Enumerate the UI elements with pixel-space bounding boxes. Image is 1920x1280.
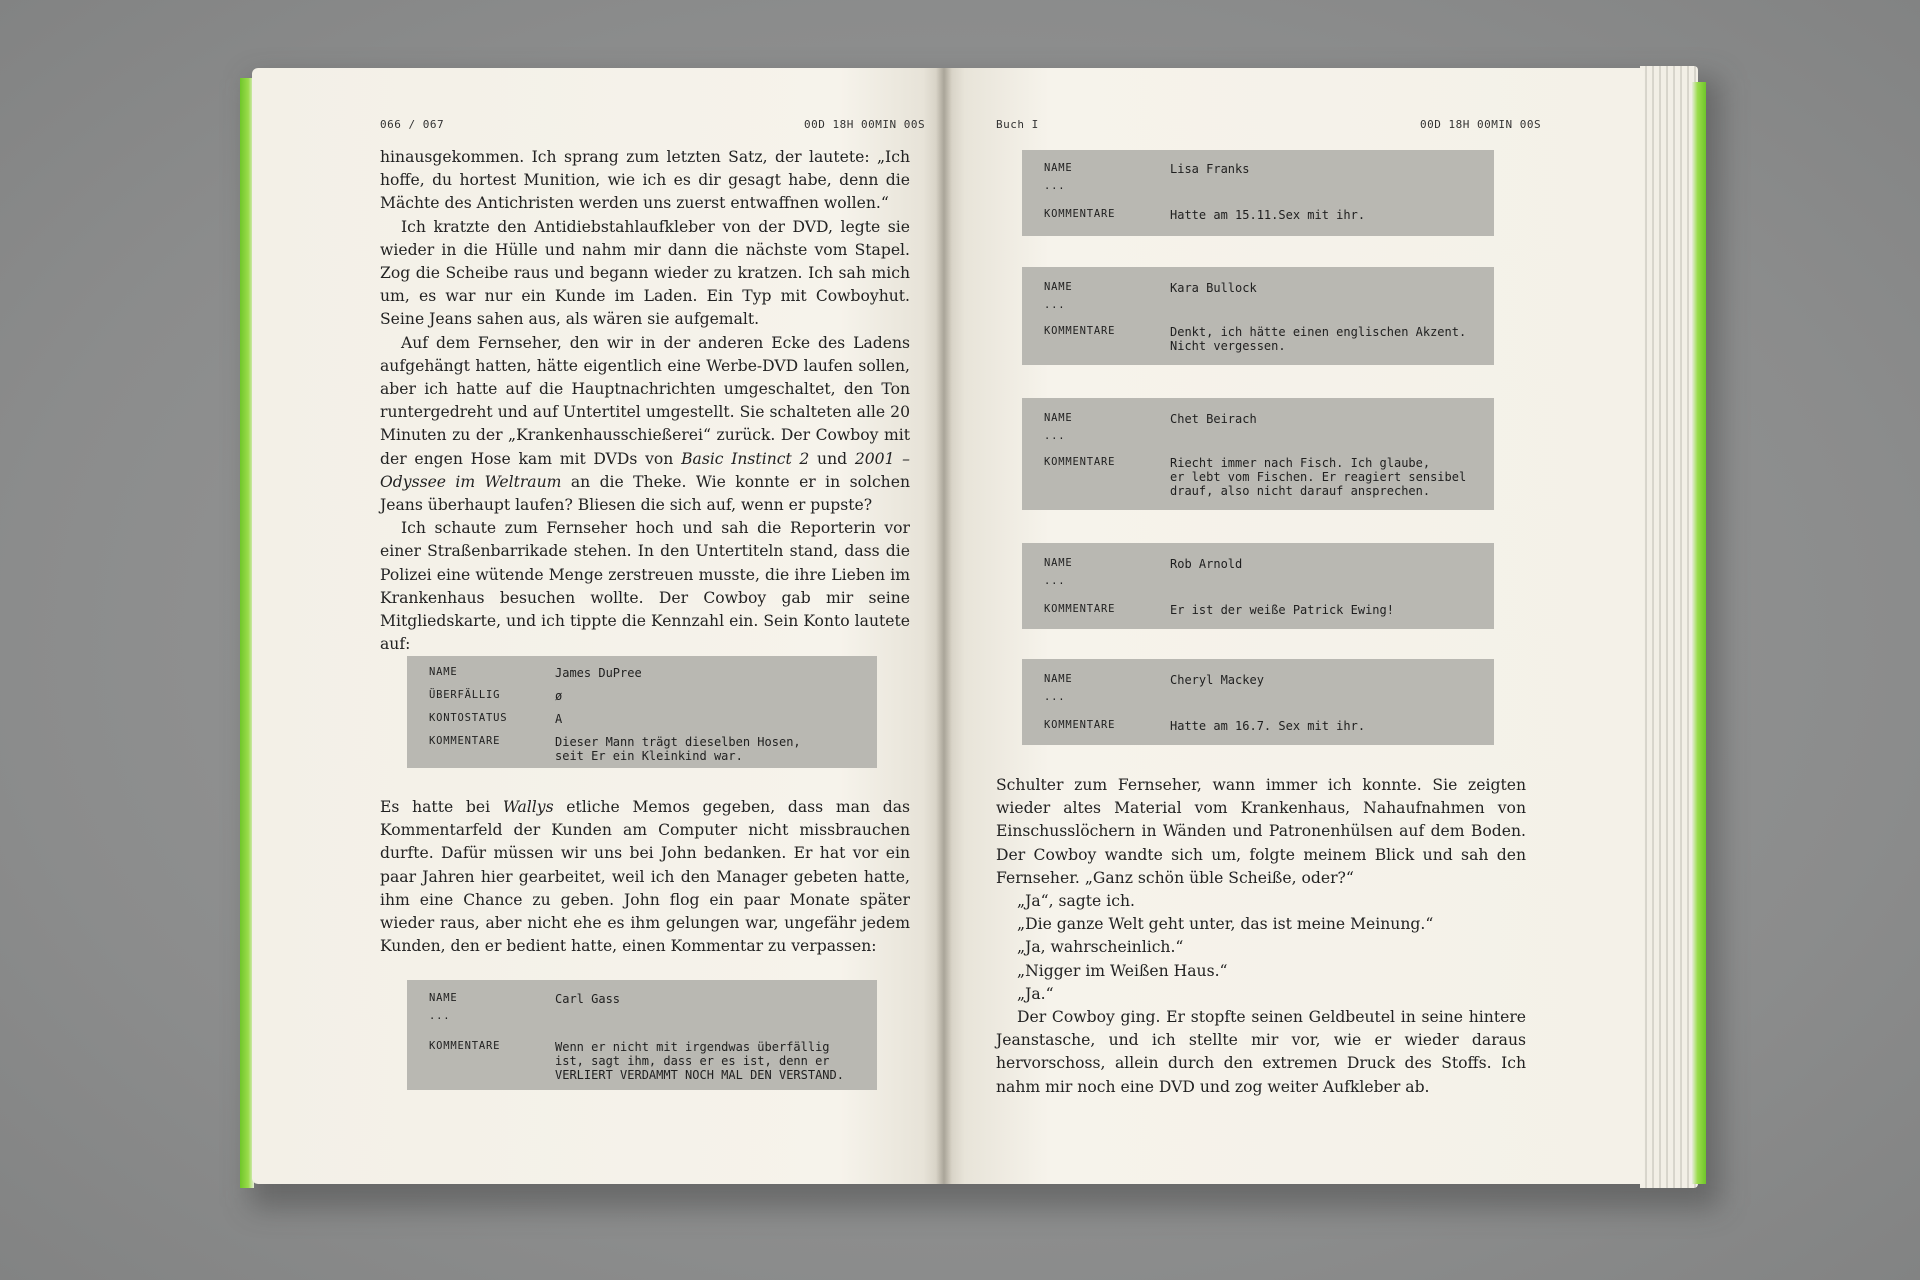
field-value: Hatte am 16.7. Sex mit ihr. bbox=[1170, 719, 1366, 733]
field-label: KOMMENTARE bbox=[1044, 603, 1116, 615]
field-label: NAME bbox=[429, 992, 458, 1004]
field-label: ÜBERFÄLLIG bbox=[429, 689, 501, 701]
dialogue-line: „Ja, wahrscheinlich.“ bbox=[1017, 938, 1184, 957]
record-cheryl-mackey bbox=[1022, 659, 1494, 745]
field-label: KOMMENTARE bbox=[429, 735, 501, 747]
field-value: James DuPree bbox=[555, 666, 642, 680]
ellipsis: ... bbox=[1044, 299, 1066, 311]
field-label: KOMMENTARE bbox=[1044, 208, 1116, 220]
field-value: Rob Arnold bbox=[1170, 557, 1243, 571]
field-value: Carl Gass bbox=[555, 992, 621, 1006]
field-value: Dieser Mann trägt dieselben Hosen, seit Er ein Kleinkind war. bbox=[555, 735, 801, 763]
record-chet-beirach bbox=[1022, 398, 1494, 510]
record-lisa-franks bbox=[1022, 150, 1494, 236]
field-label: NAME bbox=[1044, 673, 1073, 685]
field-label: KOMMENTARE bbox=[1044, 325, 1116, 337]
folio: 066 / 067 bbox=[380, 118, 445, 131]
paragraph: Ich kratzte den Antidiebstahlaufkleber von der DVD, legte sie wieder in die Hülle und nahm mir dann die nächste vom Stapel. Zog die Scheibe raus und begann wieder zu kratzen. Ich sah mich um, es war nur ein Kunde im Laden. Ein Typ mit Cowboyhut. Seine Jeans sahen aus, als wären sie aufgemalt. bbox=[380, 217, 910, 329]
record-carl-gass bbox=[407, 980, 877, 1090]
right-text bbox=[996, 774, 1526, 1099]
dialogue-line: „Nigger im Weißen Haus.“ bbox=[1017, 961, 1228, 980]
field-value: Cheryl Mackey bbox=[1170, 673, 1264, 687]
cover-edge-right bbox=[1692, 82, 1706, 1184]
field-value: Er ist der weiße Patrick Ewing! bbox=[1170, 603, 1394, 617]
ellipsis: ... bbox=[1044, 430, 1066, 442]
paragraph: Schulter zum Fernseher, wann immer ich konnte. Sie zeigten wieder altes Material vom Krankenhaus, Nahaufnahmen von Einschusslöchern in Wänden und Patronenhülsen auf dem Boden. Der Cowboy wandte sich um, folgte meinem Blick und sah den Fernseher. „Ganz schön üble Scheiße, oder?“ bbox=[996, 776, 1526, 887]
paragraph: hinausgekommen. Ich sprang zum letzten Satz, der lautete: „Ich hoffe, du hortest Munition, wie ich es dir gesagt habe, denn die Mächte des Antichristen werden uns zuerst entwaffnen wollen.“ bbox=[380, 148, 910, 213]
left-timestamp: 00D 18H 00MIN 00S bbox=[804, 118, 926, 131]
paragraph: Ich schaute zum Fernseher hoch und sah die Reporterin vor einer Straßenbarrikade stehen. In den Untertiteln stand, dass die Polizei eine wütende Menge zerstreuen musste, die ihre Lieben im Krankenhaus besuchen wollte. Der Cowboy gab mir seine Mitgliedskarte, und ich tippte die Kennzahl ein. Sein Konto lautete auf: bbox=[380, 519, 910, 654]
field-value: Denkt, ich hätte einen englischen Akzent. Nicht vergessen. bbox=[1170, 325, 1467, 353]
dialogue-line: „Die ganze Welt geht unter, das ist meine Meinung.“ bbox=[1017, 915, 1434, 934]
field-label: KOMMENTARE bbox=[1044, 456, 1116, 468]
field-value: Chet Beirach bbox=[1170, 412, 1257, 426]
left-text-top bbox=[380, 146, 910, 656]
right-timestamp: 00D 18H 00MIN 00S bbox=[1420, 118, 1542, 131]
field-label: KOMMENTARE bbox=[429, 1040, 501, 1052]
paragraph: Auf dem Fernseher, den wir in der anderen Ecke des Ladens aufgehängt hatten, hätte eigentlich eine Werbe-DVD laufen sollen, aber ich hatte auf die Hauptnachrichten umgeschaltet, den Ton runtergedreht und auf Untertitel umgestellt. Sie schalteten alle 20 Minuten zu der „Krankenhausschießerei“ zurück. Der Cowboy mit der engen Hose kam mit DVDs von Basic Instinct 2 und 2001 – Odyssee im Weltraum an die Theke. Wie konnte er in solchen Jeans überhaupt laufen? Bliesen die sich auf, wenn er pupste? bbox=[380, 333, 910, 515]
record-james-dupree bbox=[407, 656, 877, 768]
running-head: Buch I bbox=[996, 118, 1039, 131]
paragraph: Es hatte bei Wallys etliche Memos gegeben, dass man das Kommentarfeld der Kunden am Computer nicht missbrauchen durfte. Dafür müssen wir uns bei John bedanken. Er hat vor ein paar Jahren hier gearbeitet, weil ich den Manager gebeten hatte, ihm eine Chance zu geben. John flog ein paar Monate später wieder raus, aber nicht ehe es ihm gelungen war, ungefähr jedem Kunden, den er bedient hatte, einen Kommentar zu verpassen: bbox=[380, 798, 910, 956]
page-stack-edge bbox=[1640, 66, 1698, 1188]
paragraph: Der Cowboy ging. Er stopfte seinen Geldbeutel in seine hintere Jeanstasche, und ich stellte mir vor, wie er wieder daraus hervorschoss, allein durch den extremen Druck des Stoffs. Ich nahm mir noch eine DVD und zog weiter Aufkleber ab. bbox=[996, 1008, 1526, 1096]
ellipsis: ... bbox=[429, 1010, 451, 1022]
field-value: Hatte am 15.11.Sex mit ihr. bbox=[1170, 208, 1366, 222]
ellipsis: ... bbox=[1044, 575, 1066, 587]
left-text-mid bbox=[380, 796, 910, 958]
field-label: NAME bbox=[1044, 412, 1073, 424]
dialogue-line: „Ja“, sagte ich. bbox=[1017, 892, 1135, 911]
ellipsis: ... bbox=[1044, 691, 1066, 703]
record-rob-arnold bbox=[1022, 543, 1494, 629]
field-label: NAME bbox=[1044, 557, 1073, 569]
field-value: Kara Bullock bbox=[1170, 281, 1257, 295]
field-label: KOMMENTARE bbox=[1044, 719, 1116, 731]
dialogue-line: „Ja.“ bbox=[1017, 984, 1054, 1003]
book-gutter bbox=[936, 68, 952, 1184]
field-label: NAME bbox=[1044, 162, 1073, 174]
field-value: Wenn er nicht mit irgendwas überfällig ist, sagt ihm, dass er es ist, denn er VERLIERT VERDAMMT NOCH MAL DEN VERSTAND. bbox=[555, 1040, 844, 1082]
field-label: NAME bbox=[429, 666, 458, 678]
field-value: ø bbox=[555, 689, 563, 703]
field-value: Riecht immer nach Fisch. Ich glaube, er lebt vom Fischen. Er reagiert sensibel drauf, also nicht darauf ansprechen. bbox=[1170, 456, 1467, 498]
record-kara-bullock bbox=[1022, 267, 1494, 365]
field-value: Lisa Franks bbox=[1170, 162, 1250, 176]
field-value: A bbox=[555, 712, 563, 726]
ellipsis: ... bbox=[1044, 180, 1066, 192]
field-label: NAME bbox=[1044, 281, 1073, 293]
field-label: KONTOSTATUS bbox=[429, 712, 508, 724]
